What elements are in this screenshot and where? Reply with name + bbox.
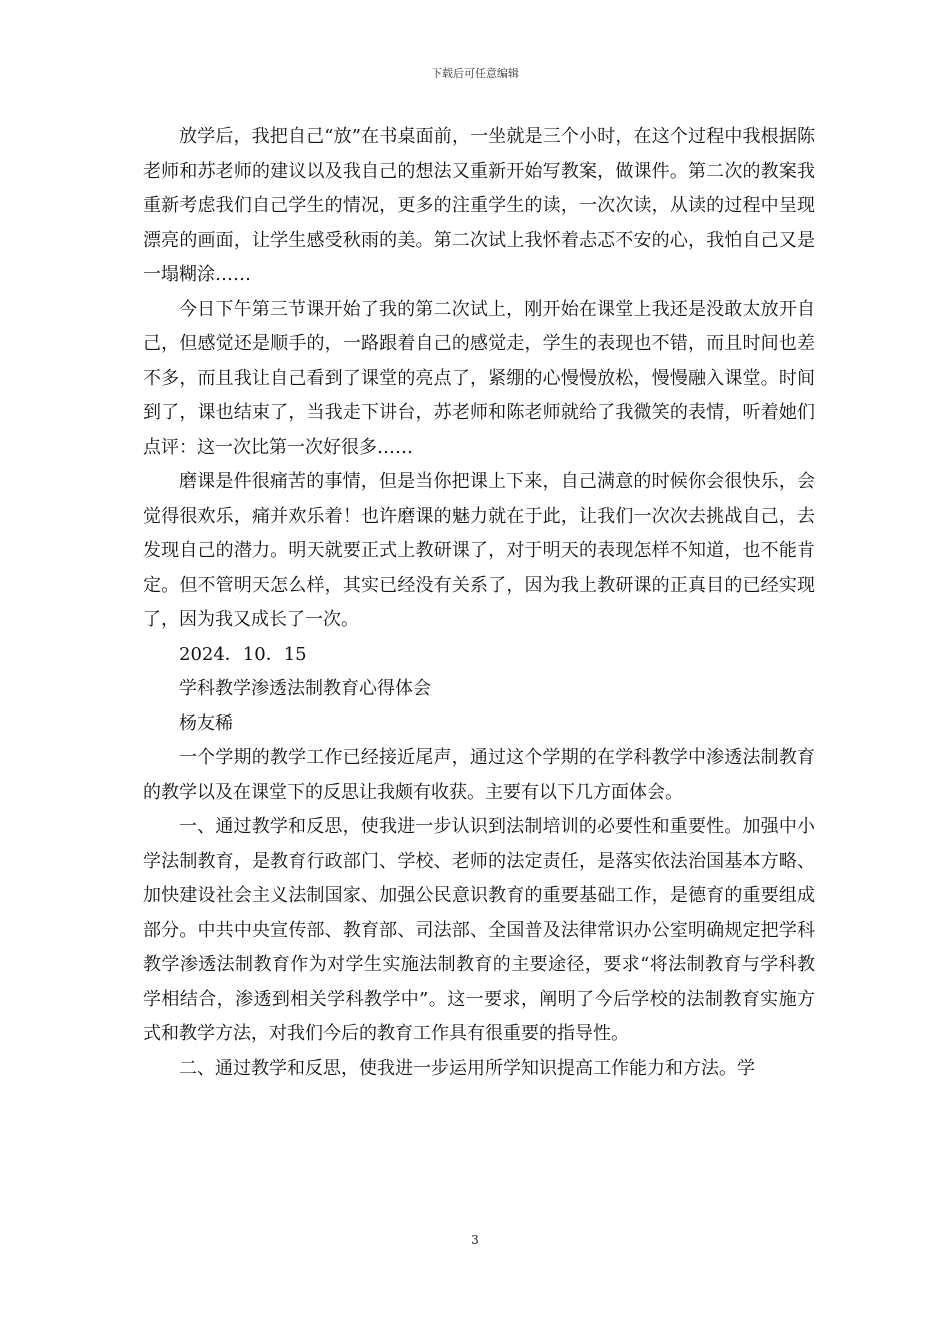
paragraph-6: 二、通过教学和反思，使我进一步运用所学知识提高工作能力和方法。学 [179, 1057, 755, 1079]
page-number: 3 [471, 1233, 479, 1247]
document-body [143, 120, 815, 1086]
paragraph-1: 放学后，我把自己“放”在书桌面前，一坐就是三个小时，在这个过程中我根据陈老师和苏老师的建议以及我自己的想法又重新开始写教案，做课件。第二次的教案我重新考虑我们自己学生的情况，更多的注重学生的读，一次次读，从读的过程中呈现漂亮的画面，让学生感受秋雨的美。第二次试上我怀着忐忑不安的心，我怕自己又是一塌糊涂…… [143, 126, 815, 285]
date-line: 2024．10．15 [179, 643, 307, 665]
article-title: 学科教学渗透法制教育心得体会 [179, 678, 431, 699]
paragraph-2: 今日下午第三节课开始了我的第二次试上，刚开始在课堂上我还是没敢太放开自己，但感觉还是顺手的，一路跟着自己的感觉走，学生的表现也不错，而且时间也差不多，而且我让自己看到了课堂的亮点了，紧绷的心慢慢放松，慢慢融入课堂。时间到了，课也结束了，当我走下讲台，苏老师和陈老师就给了我微笑的表情，听着她们点评：这一次比第一次好很多…… [143, 298, 815, 458]
paragraph-4: 一个学期的教学工作已经接近尾声，通过这个学期的在学科教学中渗透法制教育的教学以及在课堂下的反思让我颇有收获。主要有以下几方面体会。 [143, 747, 815, 803]
paragraph-3: 磨课是件很痛苦的事情，但是当你把课上下来，自己满意的时候你会很快乐，会觉得很欢乐，痛并欢乐着！也许磨课的魅力就在于此，让我们一次次去挑战自己，去发现自己的潜力。明天就要正式上教研课了，对于明天的表现怎样不知道，也不能肯定。但不管明天怎么样，其实已经没有关系了，因为我上教研课的正真目的已经实现了，因为我又成长了一次。 [143, 471, 815, 630]
page-header: 下载后可任意编辑 [431, 67, 519, 80]
paragraph-5: 一、通过教学和反思，使我进一步认识到法制培训的必要性和重要性。加强中小学法制教育，是教育行政部门、学校、老师的法定责任，是落实依法治国基本方略、加快建设社会主义法制国家、加强公民意识教育的重要基础工作，是德育的重要组成部分。中共中央宣传部、教育部、司法部、全国普及法律常识办公室明确规定把学科教学渗透法制教育作为对学生实施法制教育的主要途径，要求“将法制教育与学科教学相结合，渗透到相关学科教学中”。这一要求，阐明了今后学校的法制教育实施方式和教学方法，对我们今后的教育工作具有很重要的指导性。 [143, 816, 815, 1044]
author-name: 杨友稀 [179, 712, 233, 734]
